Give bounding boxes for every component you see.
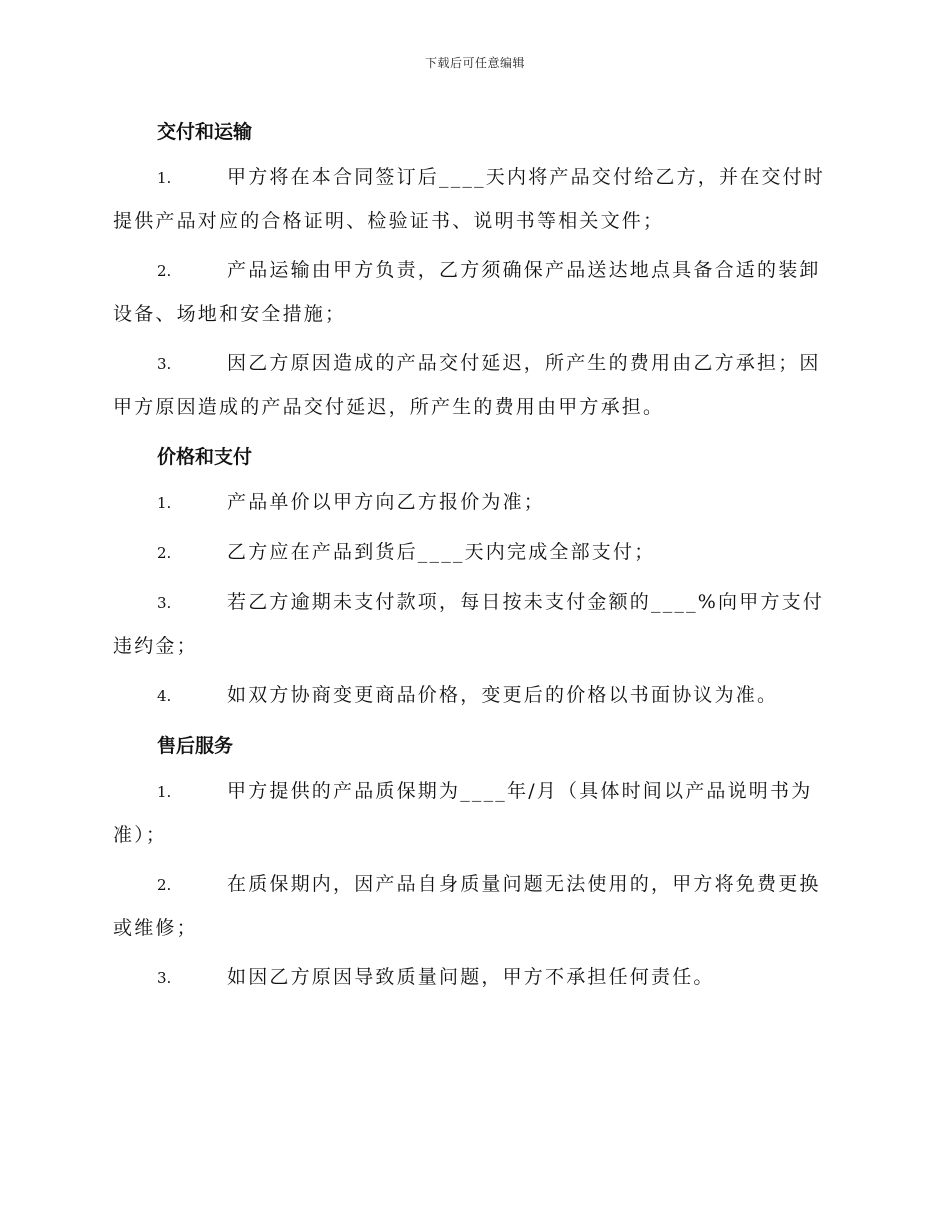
item-number: 1. [157, 783, 172, 801]
item-text: 如双方协商变更商品价格，变更后的价格以书面协议为准。 [227, 684, 779, 706]
list-item [113, 863, 833, 950]
section-title: 交付和运输 [157, 121, 253, 143]
item-text: 若乙方逾期未支付款项，每日按未支付金额的____%向甲方支付违约金； [113, 591, 825, 657]
item-text: 在质保期内，因产品自身质量问题无法使用的，甲方将免费更换或维修； [113, 873, 821, 939]
list-item [113, 770, 833, 857]
list-item [113, 956, 833, 1000]
item-text: 产品单价以甲方向乙方报价为准； [227, 491, 546, 513]
section-title: 价格和支付 [157, 446, 253, 468]
item-number: 2. [157, 876, 172, 894]
list-item [113, 481, 833, 525]
item-number: 4. [157, 687, 172, 705]
item-text: 产品运输由甲方负责，乙方须确保产品送达地点具备合适的装卸设备、场地和安全措施； [113, 259, 821, 325]
item-number: 1. [157, 169, 172, 187]
list-item [113, 581, 833, 668]
section-pricing [113, 435, 833, 718]
list-item [113, 249, 833, 336]
document-body [113, 110, 833, 1006]
list-item [113, 674, 833, 718]
list-item [113, 156, 833, 243]
section-title: 售后服务 [157, 735, 234, 757]
item-text: 甲方将在本合同签订后____天内将产品交付给乙方，并在交付时提供产品对应的合格证明、检验证书、说明书等相关文件； [113, 166, 826, 232]
item-text: 乙方应在产品到货后____天内完成全部支付； [227, 541, 656, 563]
list-item [113, 531, 833, 575]
item-number: 2. [157, 544, 172, 562]
header-note: 下载后可任意编辑 [424, 56, 525, 70]
section-after-sales [113, 724, 833, 1000]
item-text: 甲方提供的产品质保期为____年/月（具体时间以产品说明书为准）； [113, 780, 813, 846]
list-item [113, 342, 833, 429]
item-number: 2. [157, 262, 172, 280]
item-number: 3. [157, 969, 172, 987]
item-number: 1. [157, 494, 172, 512]
section-delivery [113, 110, 833, 429]
item-number: 3. [157, 355, 172, 373]
item-text: 因乙方原因造成的产品交付延迟，所产生的费用由乙方承担；因甲方原因造成的产品交付延迟，所产生的费用由甲方承担。 [113, 352, 821, 418]
item-number: 3. [157, 594, 172, 612]
item-text: 如因乙方原因导致质量问题，甲方不承担任何责任。 [227, 966, 715, 988]
